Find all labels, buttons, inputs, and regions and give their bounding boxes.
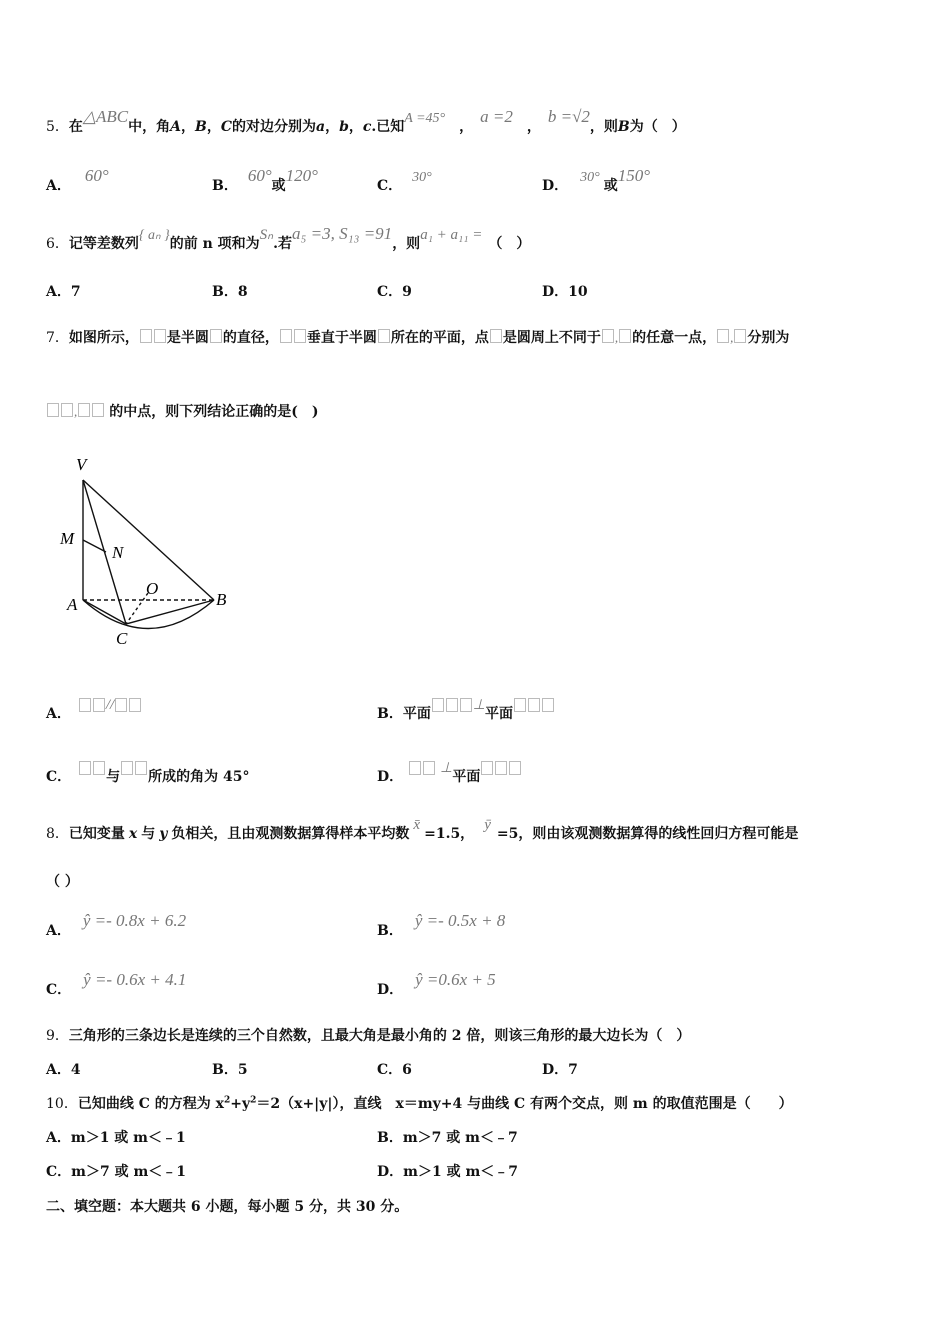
- missing-glyph-box: [460, 698, 472, 712]
- q5-triangle-math: △ABC: [82, 107, 129, 126]
- q9-option-c[interactable]: C．6: [377, 1062, 412, 1078]
- q6-option-b[interactable]: B．8: [212, 284, 248, 300]
- q6-option-d[interactable]: D．10: [542, 284, 588, 300]
- missing-glyph-box: [93, 698, 105, 712]
- q6-number: 6．: [46, 236, 69, 252]
- q6-sum-math: Sₙ: [259, 227, 274, 243]
- missing-glyph-box: [378, 329, 390, 343]
- missing-glyph-box: [135, 761, 147, 775]
- q6-option-a[interactable]: A．7: [46, 284, 81, 300]
- label-v: V: [76, 455, 87, 474]
- missing-glyph-box: [619, 329, 631, 343]
- semicircle-arc: [83, 600, 214, 629]
- q7-option-c[interactable]: C． 与 所成的角为 45°: [46, 761, 250, 786]
- q7-option-d[interactable]: D．⊥平面: [377, 761, 522, 786]
- edge-bc: [126, 600, 214, 624]
- q8-xbar-math: x̄: [413, 817, 421, 833]
- missing-glyph-box: [79, 698, 91, 712]
- q8-option-a[interactable]: A．ŷ =- 0.8x + 6.2: [46, 911, 187, 939]
- q6-stem: 6．记等差数列{ aₙ }的前 n 项和为Sₙ.若a₅ =3, S₁₃ =91，则a₁ + a₁₁ =（ ）: [46, 224, 531, 252]
- q10-option-b[interactable]: B．m＞7 或 m＜﹣7: [377, 1130, 518, 1146]
- missing-glyph-box: [140, 329, 152, 343]
- missing-glyph-box: [93, 761, 105, 775]
- missing-glyph-box: [542, 698, 554, 712]
- q5-option-d[interactable]: D．30°或150°: [542, 166, 651, 194]
- q5-side-a-math: a =2: [480, 107, 513, 126]
- label-a: A: [67, 595, 78, 614]
- q10-option-a[interactable]: A．m＞1 或 m＜﹣1: [46, 1130, 186, 1146]
- missing-glyph-box: [78, 403, 90, 417]
- q9-option-a[interactable]: A．4: [46, 1062, 81, 1078]
- q8-ybar-math: ȳ: [484, 817, 491, 833]
- missing-glyph-box: [423, 761, 435, 775]
- label-c: C: [116, 629, 128, 648]
- q9-stem: 9．三角形的三条边长是连续的三个自然数，且最大角是最小角的 2 倍，则该三角形的最大边长为（ ）: [46, 1028, 691, 1044]
- q7-option-b[interactable]: B．平面⊥平面: [377, 698, 555, 723]
- missing-glyph-box: [294, 329, 306, 343]
- missing-glyph-box: [602, 329, 614, 343]
- missing-glyph-box: [717, 329, 729, 343]
- q8-stem-line1: 8．已知变量 x 与 y 负相关，且由观测数据算得样本平均数x̄=1.5，ȳ=5，则由该观测数据算得的线性回归方程可能是: [46, 817, 799, 842]
- q6-target-math: a₁ + a₁₁ =: [420, 227, 483, 243]
- q6-option-c[interactable]: C．9: [377, 284, 412, 300]
- q9-option-b[interactable]: B．5: [212, 1062, 248, 1078]
- q5-option-c[interactable]: C．30°: [377, 170, 432, 194]
- q8-option-c[interactable]: C．ŷ =- 0.6x + 4.1: [46, 970, 187, 998]
- q6-sequence-math: { aₙ }: [138, 228, 170, 243]
- missing-glyph-box: [490, 329, 502, 343]
- q9-number: 9．: [46, 1028, 69, 1044]
- q10-option-d[interactable]: D．m＞1 或 m＜﹣7: [377, 1164, 518, 1180]
- q5-side-b-math: b =√2: [547, 107, 590, 126]
- label-n: N: [112, 543, 124, 562]
- missing-glyph-box: [210, 329, 222, 343]
- q8-option-b[interactable]: B．ŷ =- 0.5x + 8: [377, 911, 506, 939]
- missing-glyph-box: [280, 329, 292, 343]
- missing-glyph-box: [154, 329, 166, 343]
- q7-geometry-figure: [50, 452, 250, 652]
- q7-stem-line2: , 的中点，则下列结论正确的是( ): [46, 401, 319, 421]
- missing-glyph-box: [446, 698, 458, 712]
- missing-glyph-box: [432, 698, 444, 712]
- missing-glyph-box: [481, 761, 493, 775]
- missing-glyph-box: [409, 761, 421, 775]
- missing-glyph-box: [734, 329, 746, 343]
- missing-glyph-box: [121, 761, 133, 775]
- missing-glyph-box: [528, 698, 540, 712]
- q5-angle-math: A =45°: [404, 111, 446, 126]
- q8-number: 8．: [46, 826, 69, 842]
- q10-number: 10．: [46, 1096, 78, 1112]
- q7-stem-line1: 7．如图所示， 是半圆 的直径， 垂直于半圆 所在的平面，点 是圆周上不同于 , 的任意一点， , 分别为: [46, 330, 790, 346]
- q8-option-d[interactable]: D．ŷ =0.6x + 5: [377, 970, 496, 998]
- q5-option-b[interactable]: B．60°或120°: [212, 166, 318, 194]
- missing-glyph-box: [115, 698, 127, 712]
- label-b: B: [216, 590, 227, 609]
- missing-glyph-box: [514, 698, 526, 712]
- missing-glyph-box: [79, 761, 91, 775]
- q7-number: 7．: [46, 330, 69, 346]
- missing-glyph-box: [92, 403, 104, 417]
- missing-glyph-box: [495, 761, 507, 775]
- q9-option-d[interactable]: D．7: [542, 1062, 578, 1078]
- missing-glyph-box: [47, 403, 59, 417]
- q10-stem: 10．已知曲线 C 的方程为 $x^2+y^2=2(x+|y|)$，直线 x＝my+4 与曲线 C 有两个交点，则 m 的取值范围是（ ）: [46, 1095, 793, 1112]
- label-m: M: [60, 529, 75, 548]
- label-o: O: [146, 579, 159, 598]
- section-2-heading: 二、填空题：本大题共 6 小题，每小题 5 分，共 30 分。: [46, 1199, 409, 1215]
- q5-stem: 5．在△ABC中，角A，B，C的对边分别为a，b，c.已知A =45° ， a =2 ， b =√2，则B为（ ）: [46, 107, 686, 135]
- q7-option-a[interactable]: A．//: [46, 698, 142, 723]
- missing-glyph-box: [129, 698, 141, 712]
- q5-option-a[interactable]: A．60°: [46, 166, 109, 194]
- missing-glyph-box: [61, 403, 73, 417]
- q8-stem-line2: （ ）: [46, 874, 79, 890]
- missing-glyph-box: [509, 761, 521, 775]
- q10-option-c[interactable]: C．m＞7 或 m＜﹣1: [46, 1164, 187, 1180]
- q5-number: 5．: [46, 119, 69, 135]
- q6-condition-math: a₅ =3, S₁₃ =91: [292, 224, 393, 243]
